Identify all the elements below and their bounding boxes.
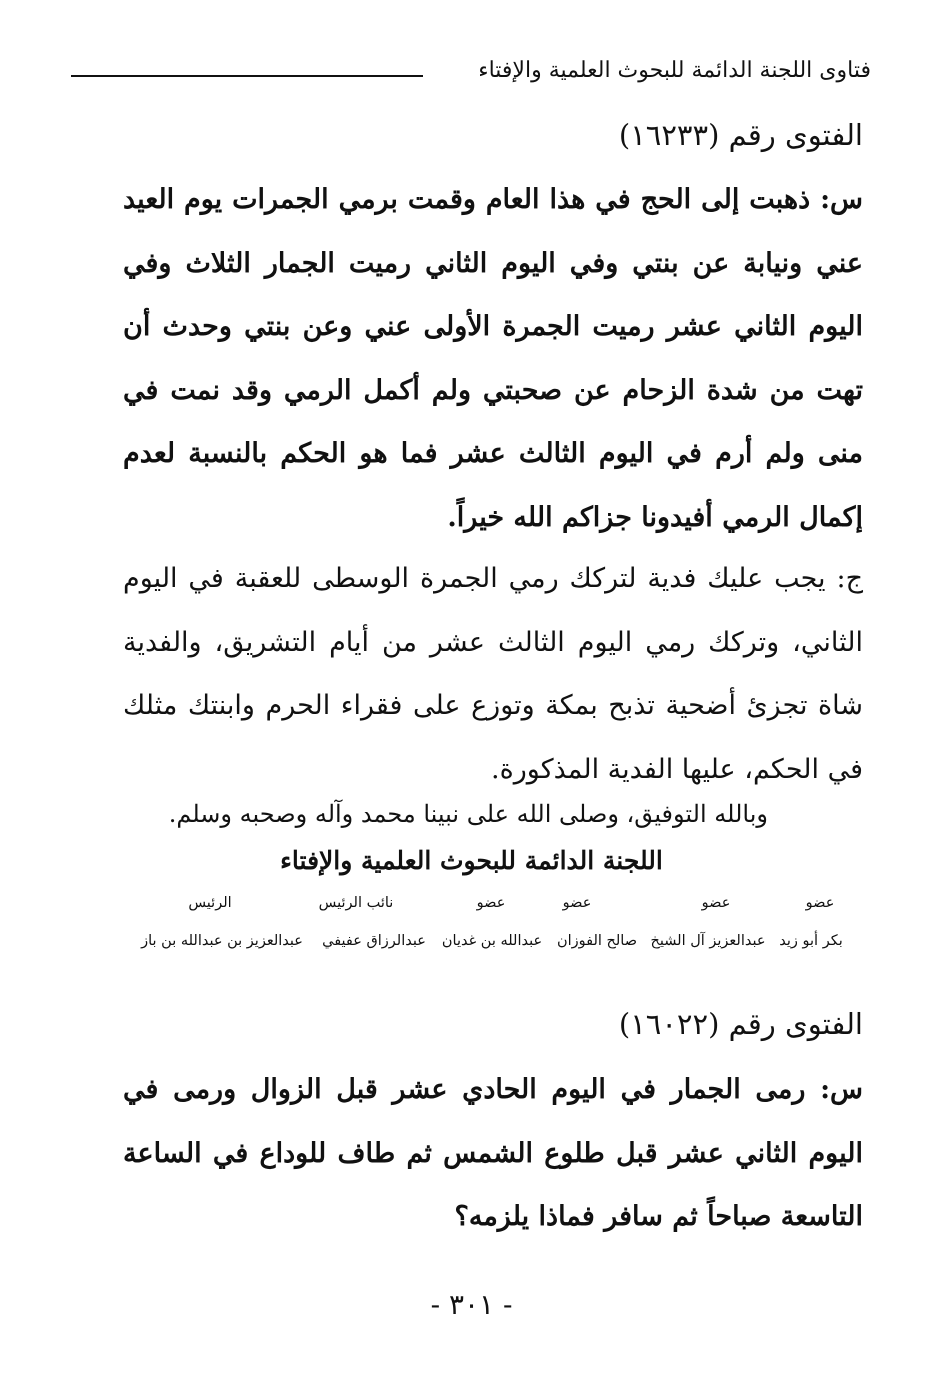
header-rule [71,75,423,77]
committee-title: اللجنة الدائمة للبحوث العلمية والإفتاء [280,846,663,875]
running-header [71,58,871,94]
member-role: عضو [562,895,592,911]
fatwa-question: س: ذهبت إلى الحج في هذا العام وقمت برمي الجمرات يوم العيد عني ونيابة عن بنتي وفي اليوم الثاني رميت الجمار الثلاث وفي اليوم الثاني عشر رميت الجمرة الأولى عني وعن بنتي وحدث أن تهت من شدة الزحام عن صحبتي ولم أكمل الرمي وقد نمت في منى ولم أرم في اليوم الثالث عشر فما هو الحكم بالنسبة لعدم إكمال الرمي أفيدونا جزاكم الله خيراً. [123,184,863,533]
header-title: فتاوى اللجنة الدائمة للبحوث العلمية والإفتاء [478,58,871,83]
member-role: عضو [701,895,731,911]
member-name: عبدالله بن غديان [441,933,543,949]
member-role: نائب الرئيس [318,895,394,911]
member-name: عبدالعزيز آل الشيخ [650,933,766,949]
fatwa-number: الفتوى رقم (١٦٢٣٣) [618,118,863,152]
member-name: عبدالعزيز بن عبدالله بن باز [141,933,303,949]
closing-prayer: وبالله التوفيق، وصلى الله على نبينا محمد وآله وصحبه وسلم. [168,800,768,828]
member-name: بكر أبو زيد [779,933,843,949]
fatwa-number: الفتوى رقم (١٦٠٢٢) [618,1007,863,1041]
fatwa-question: س: رمى الجمار في اليوم الحادي عشر قبل الزوال ورمى في اليوم الثاني عشر قبل طلوع الشمس ثم طاف للوداع في الساعة التاسعة صباحاً ثم سافر فماذا يلزمه؟ [123,1074,863,1232]
fatwa-answer: ج: يجب عليك فدية لتركك رمي الجمرة الوسطى للعقبة في اليوم الثاني، وتركك رمي اليوم الثالث عشر من أيام التشريق، والفدية شاة تجزئ أضحية تذبح بمكة وتوزع على فقراء الحرم وابنتك مثلك في الحكم، عليها الفدية المذكورة. [123,563,863,785]
member-role: الرئيس [188,895,232,911]
member-role: عضو [805,895,835,911]
page-number: - ٣٠١ - [430,1288,513,1321]
member-name: صالح الفوزان [556,933,638,949]
member-role: عضو [476,895,506,911]
member-name: عبدالرزاق عفيفي [322,933,426,949]
